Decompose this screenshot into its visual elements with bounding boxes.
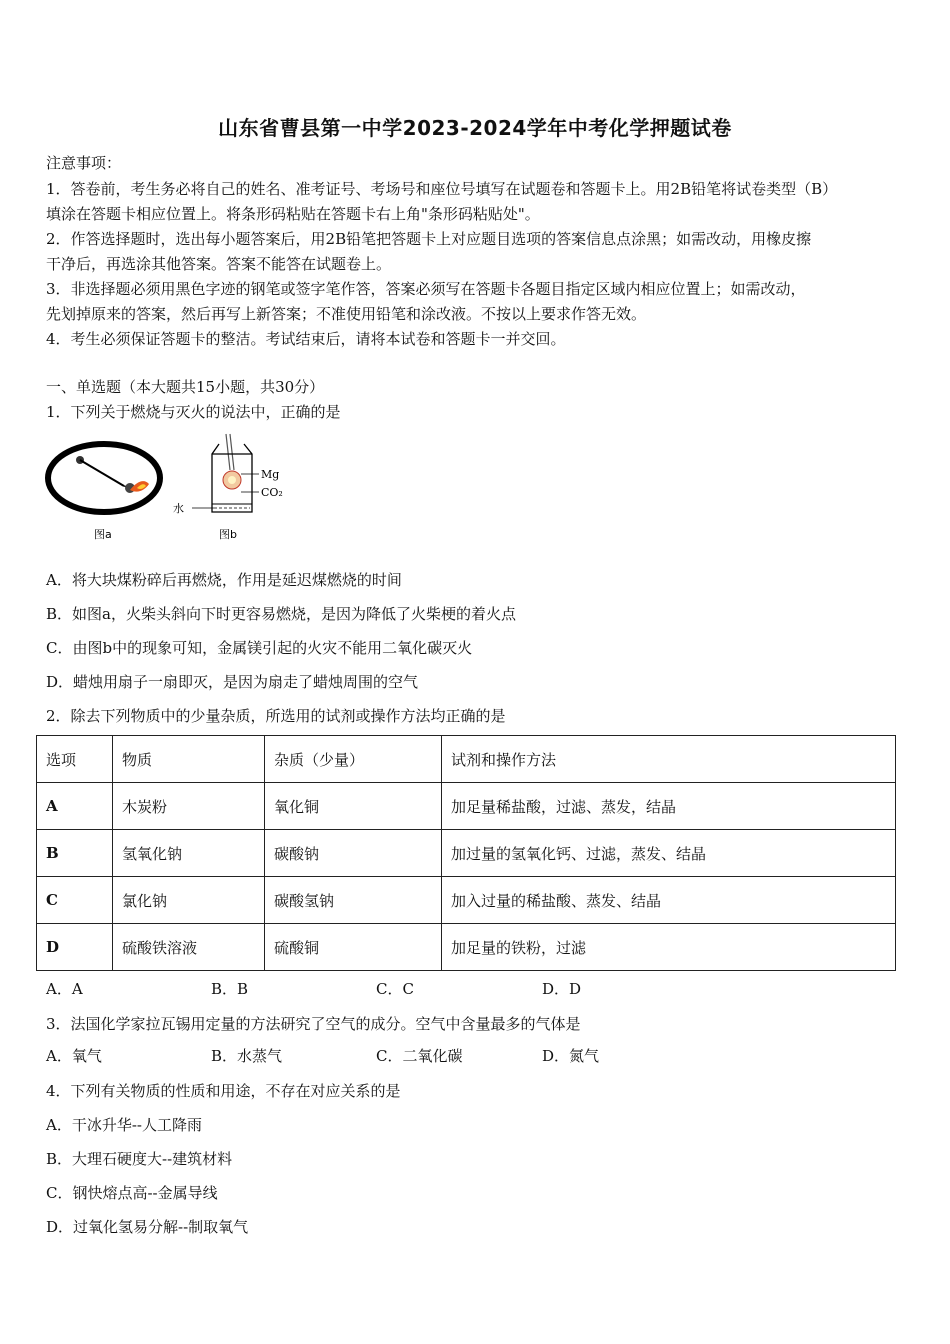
table-row: [37, 924, 896, 971]
choice-d: D．D: [542, 980, 582, 998]
table-row: [37, 877, 896, 924]
figure-b-flask-illustration: [192, 434, 259, 512]
choice-a: A．A: [46, 980, 83, 998]
question-4-option-a: A．干冰升华--人工降雨: [46, 1116, 202, 1134]
table-row: [37, 830, 896, 877]
figure-a-label: 图a: [94, 528, 112, 541]
choice-b: B．B: [211, 980, 249, 998]
table-cell-impurity: 硫酸铜: [265, 924, 442, 971]
question-4-option-d: D．过氧化氢易分解--制取氧气: [46, 1218, 249, 1236]
figure-b-water-label: 水: [173, 502, 184, 515]
question-1-option-d: D．蜡烛用扇子一扇即灭，是因为扇走了蜡烛周围的空气: [46, 673, 419, 691]
question-1-stem: 1．下列关于燃烧与灭火的说法中，正确的是: [46, 403, 341, 421]
notice-item-1-line-1: 1．答卷前，考生务必将自己的姓名、准考证号、考场号和座位号填写在试题卷和答题卡上。用2B铅笔将试卷类型（B）: [46, 180, 838, 198]
notice-label: 注意事项：: [46, 154, 122, 172]
table-cell-impurity: 碳酸氢钠: [265, 877, 442, 924]
table-cell-substance: 木炭粉: [113, 783, 265, 830]
table-cell-method: 加过量的氢氧化钙、过滤，蒸发、结晶: [442, 830, 896, 877]
table-header-row: [37, 736, 896, 783]
question-3-stem: 3．法国化学家拉瓦锡用定量的方法研究了空气的成分。空气中含量最多的气体是: [46, 1015, 581, 1033]
table-cell-substance: 氢氧化钠: [113, 830, 265, 877]
question-1-option-c: C．由图b中的现象可知，金属镁引起的火灾不能用二氧化碳灭火: [46, 639, 473, 657]
choice-c: C．C: [376, 980, 414, 998]
question-1-option-a: A．将大块煤粉碎后再燃烧，作用是延迟煤燃烧的时间: [46, 571, 402, 589]
notice-item-3-line-2: 先划掉原来的答案，然后再写上新答案；不准使用铅笔和涂改液。不按以上要求作答无效。: [46, 305, 647, 323]
table-header-cell: 试剂和操作方法: [442, 736, 896, 783]
choice-a: A．氧气: [46, 1047, 102, 1065]
notice-item-2-line-1: 2．作答选择题时，选出每小题答案后，用2B铅笔把答题卡上对应题目选项的答案信息点涂黑；如需改动，用橡皮擦: [46, 230, 812, 248]
table-cell-option: B: [37, 830, 113, 877]
figure-a-match-illustration: [48, 444, 160, 512]
figure-b-label: 图b: [219, 528, 237, 541]
question-1-option-b: B．如图a，火柴头斜向下时更容易燃烧，是因为降低了火柴梗的着火点: [46, 605, 516, 623]
table-header-cell: 杂质（少量）: [265, 736, 442, 783]
section-heading: 一、单选题（本大题共15小题，共30分）: [46, 378, 325, 396]
table-cell-method: 加足量稀盐酸，过滤、蒸发，结晶: [442, 783, 896, 830]
choice-c: C．二氧化碳: [376, 1047, 463, 1065]
question-4-option-b: B．大理石硬度大--建筑材料: [46, 1150, 233, 1168]
table-header-cell: 物质: [113, 736, 265, 783]
table-row: [37, 783, 896, 830]
table-cell-impurity: 氧化铜: [265, 783, 442, 830]
notice-item-3-line-1: 3．非选择题必须用黑色字迹的钢笔或签字笔作答，答案必须写在答题卡各题目指定区域内相应位置上；如需改动，: [46, 280, 806, 298]
table-cell-method: 加入过量的稀盐酸、蒸发、结晶: [442, 877, 896, 924]
figure-b-mg-label: Mg: [261, 468, 280, 481]
table-header-cell: 选项: [37, 736, 113, 783]
question-1-figure: [44, 430, 304, 548]
question-2-stem: 2．除去下列物质中的少量杂质，所选用的试剂或操作方法均正确的是: [46, 707, 506, 725]
question-4-stem: 4．下列有关物质的性质和用途，不存在对应关系的是: [46, 1082, 401, 1100]
choice-d: D．氮气: [542, 1047, 600, 1065]
table-cell-method: 加足量的铁粉，过滤: [442, 924, 896, 971]
table-cell-option: C: [37, 877, 113, 924]
table-cell-impurity: 碳酸钠: [265, 830, 442, 877]
figure-b-co2-label: CO₂: [261, 486, 283, 499]
notice-item-2-line-2: 干净后，再选涂其他答案。答案不能答在试题卷上。: [46, 255, 392, 273]
page-title: 山东省曹县第一中学2023-2024学年中考化学押题试卷: [218, 116, 732, 140]
question-4-option-c: C．钢快熔点高--金属导线: [46, 1184, 218, 1202]
choice-b: B．水蒸气: [211, 1047, 283, 1065]
question-2-table: [36, 735, 896, 971]
notice-item-4: 4．考生必须保证答题卡的整洁。考试结束后，请将本试卷和答题卡一并交回。: [46, 330, 566, 348]
table-cell-option: A: [37, 783, 113, 830]
table-cell-substance: 氯化钠: [113, 877, 265, 924]
table-cell-option: D: [37, 924, 113, 971]
notice-item-1-line-2: 填涂在答题卡相应位置上。将条形码粘贴在答题卡右上角"条形码粘贴处"。: [46, 205, 540, 223]
table-cell-substance: 硫酸铁溶液: [113, 924, 265, 971]
